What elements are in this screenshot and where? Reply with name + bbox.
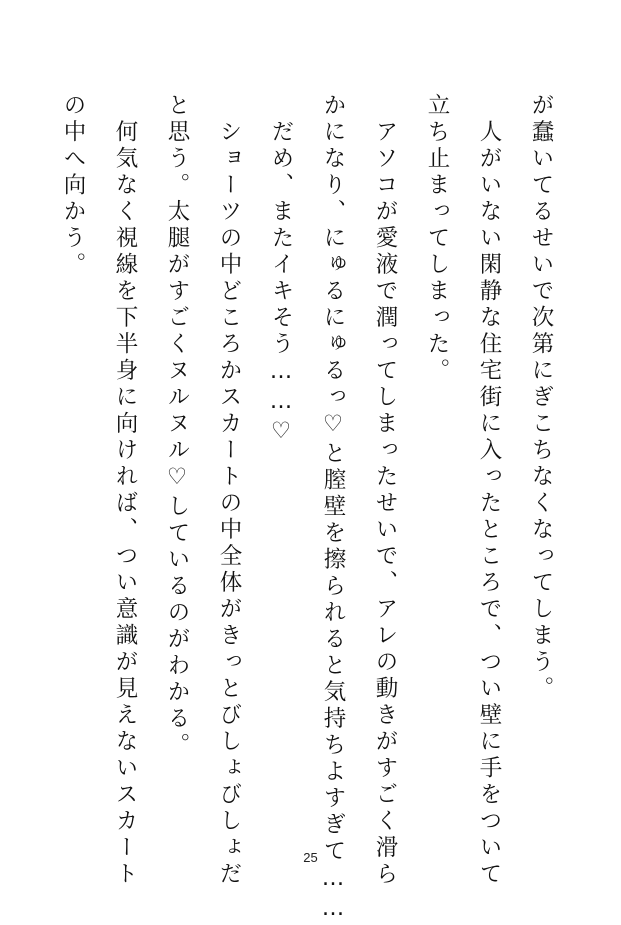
text-column-10: の中へ向かう。 xyxy=(60,93,86,279)
text-column-6: だめ、またイキそう……♡ xyxy=(268,93,294,448)
text-column-7: ショーツの中どころかスカートの中全体がきっとびしょびしょだ xyxy=(216,93,242,888)
text-column-2: 人がいない閑静な住宅街に入ったところで、つい壁に手をついて xyxy=(476,93,502,888)
text-column-8: と思う。太腿がすごくヌルヌル♡しているのがわかる。 xyxy=(164,93,190,759)
page-number: 25 xyxy=(303,850,318,865)
text-column-3: 立ち止まってしまった。 xyxy=(424,93,450,385)
text-column-9: 何気なく視線を下半身に向ければ、つい意識が見えないスカート xyxy=(112,93,138,888)
text-column-5: かになり、にゅるにゅるっ♡と膣壁を擦られると気持ちよすぎて…… xyxy=(320,93,346,925)
text-column-4: アソコが愛液で潤ってしまったせいで、アレの動きがすごく滑ら xyxy=(372,93,398,888)
text-column-1: が蠢いてるせいで次第にぎこちなくなってしまう。 xyxy=(528,93,554,703)
